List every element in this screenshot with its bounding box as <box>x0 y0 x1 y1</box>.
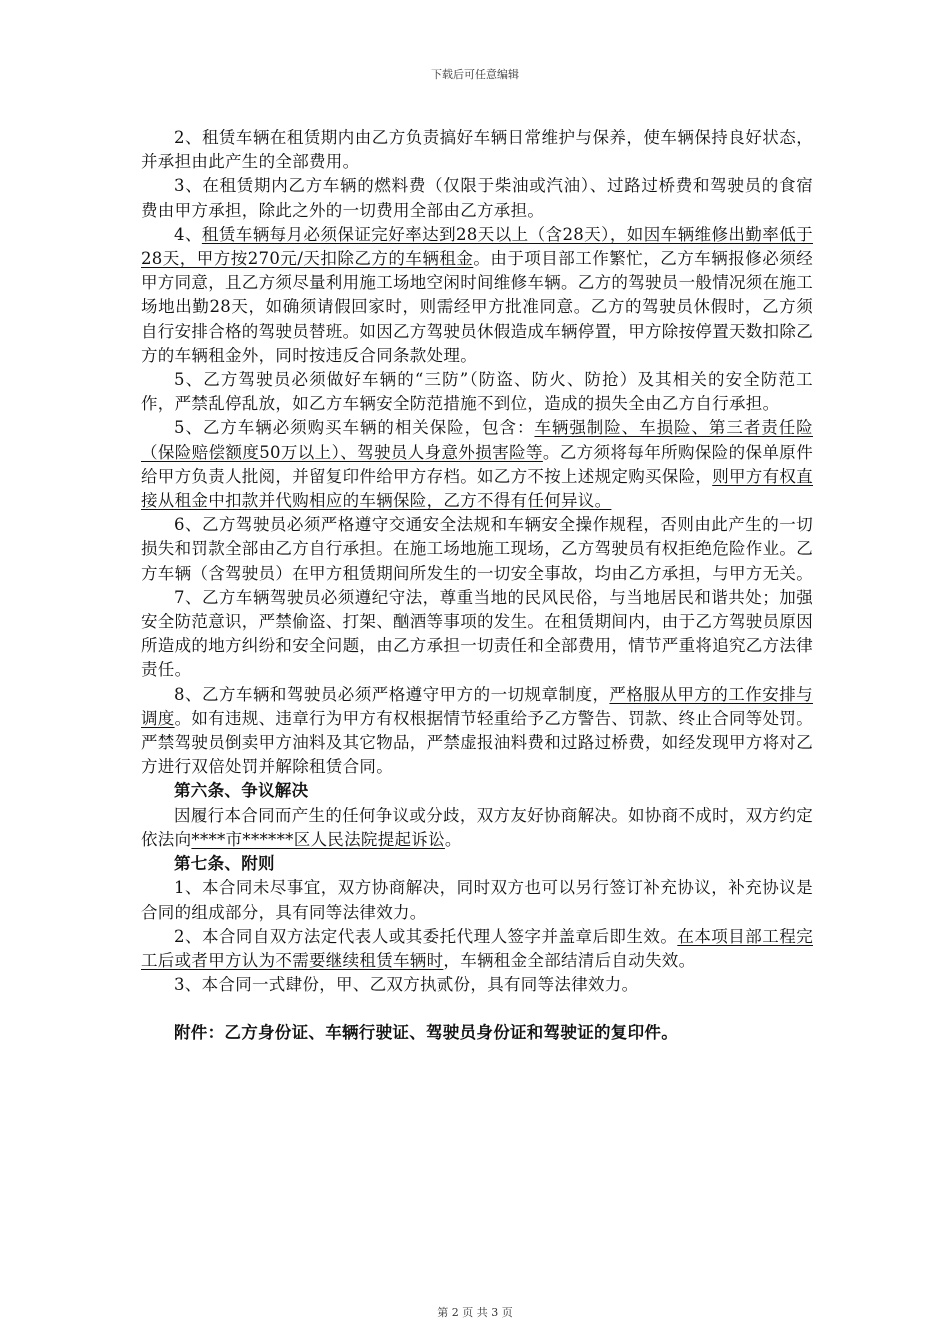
clause-5-insurance-underlined-1: 车辆强制险、车损险、第三者责任险（保险赔偿额度50万以上）、驾驶员人身意外损害险等 <box>141 418 813 462</box>
clause-4-lead: 4、 <box>174 224 202 244</box>
article-6-rest: 。 <box>444 829 462 849</box>
article-6-text <box>141 804 813 852</box>
article-7-item-2-lead: 2、本合同自双方法定代表人或其委托代理人签字并盖章后即生效。 <box>174 926 678 946</box>
article-6-heading: 第六条、争议解决 <box>174 781 309 801</box>
clause-8-lead: 8、乙方车辆和驾驶员必须严格遵守甲方的一切规章制度， <box>174 684 610 704</box>
article-7-heading: 第七条、附则 <box>174 854 275 874</box>
article-7-item-2-rest: ，车辆租金全部结清后自动失效。 <box>443 950 696 970</box>
clause-4-rest: 。由于项目部工作繁忙，乙方车辆报修必须经甲方同意，且乙方须尽量利用施工场地空闲时间维修车辆。乙方的驾驶员一般情况须在施工场地出勤28天，如确须请假回家时，则需经甲方批准同意。乙方的驾驶员休假时，乙方须自行安排合格的驾驶员替班。如因乙方驾驶员休假造成车辆停置，甲方除按停置天数扣除乙方的车辆租金外，同时按违反合同条款处理。 <box>141 249 813 365</box>
clause-5-insurance-underlined-2: 则甲方有权直接从租金中扣款并代购相应的车辆保险，乙方不得有任何异议。 <box>141 466 814 511</box>
clause-5-insurance-mid: 。乙方须将每年所购保险的保单原件给甲方负责人批阅，并留复印件给甲方存档。如乙方不按上述规定购买保险， <box>141 442 813 486</box>
clause-3: 3、在租赁期内乙方车辆的燃料费（仅限于柴油或汽油）、过路过桥费和驾驶员的食宿费由甲方承担，除此之外的一切费用全部由乙方承担。 <box>141 176 813 220</box>
clause-6: 6、乙方驾驶员必须严格遵守交通安全法规和车辆安全操作规程，否则由此产生的一切损失和罚款全部由乙方自行承担。在施工场地施工现场，乙方驾驶员有权拒绝危险作业。乙方车辆（含驾驶员）在甲方租赁期间所发生的一切安全事故，均由乙方承担，与甲方无关。 <box>141 515 813 583</box>
article-7-item-2-underlined: 在本项目部工程完工后或者甲方认为不需要继续租赁车辆时 <box>141 926 813 970</box>
article-6-underlined: ****市******区人民法院提起诉讼 <box>191 829 445 849</box>
clause-8-rest: 。如有违规、违章行为甲方有权根据情节轻重给予乙方警告、罚款、终止合同等处罚。严禁驾驶员倒卖甲方油料及其它物品，严禁虚报油料费和过路过桥费，如经发现甲方将对乙方进行双倍处罚并解除租赁合同。 <box>141 708 814 777</box>
clause-4-underlined: 租赁车辆每月必须保证完好率达到28天以上（含28天），如因车辆维修出勤率低于28天，甲方按270元/天扣除乙方的车辆租金 <box>141 224 813 269</box>
article-6-lead: 因履行本合同而产生的任何争议或分歧，双方友好协商解决。如协商不成时，双方约定依法向 <box>141 805 813 849</box>
clause-8 <box>141 683 813 780</box>
clause-4 <box>141 223 813 368</box>
clause-7: 7、乙方车辆驾驶员必须遵纪守法，尊重当地的民风民俗，与当地居民和谐共处；加强安全防范意识，严禁偷盗、打架、酗酒等事项的发生。在租赁期间内，由于乙方驾驶员原因所造成的地方纠纷和安全问题，由乙方承担一切责任和全部费用，情节严重将追究乙方法律责任。 <box>141 587 813 680</box>
clause-5-insurance <box>141 416 813 513</box>
page-footer: 第 2 页 共 3 页 <box>437 1306 513 1319</box>
page-header: 下载后可任意编辑 <box>431 68 519 81</box>
article-7-item-1: 1、本合同未尽事宜，双方协商解决，同时双方也可以另行签订补充协议，补充协议是合同的组成部分，具有同等法律效力。 <box>141 878 813 922</box>
article-7-item-3: 3、本合同一式肆份，甲、乙双方执贰份，具有同等法律效力。 <box>174 975 639 995</box>
clause-5-insurance-lead: 5、乙方车辆必须购买车辆的相关保险，包含： <box>174 418 535 438</box>
article-7-item-2 <box>141 925 813 973</box>
clause-5-security: 5、乙方驾驶员必须做好车辆的“三防”（防盗、防火、防抢）及其相关的安全防范工作，严禁乱停乱放，如乙方车辆安全防范措施不到位，造成的损失全由乙方自行承担。 <box>141 370 813 414</box>
document-body <box>141 126 813 1046</box>
clause-2: 2、租赁车辆在租赁期内由乙方负责搞好车辆日常维护与保养，使车辆保持良好状态，并承担由此产生的全部费用。 <box>141 128 813 172</box>
clause-8-underlined: 严格服从甲方的工作安排与调度 <box>141 684 813 728</box>
attachment-note: 附件：乙方身份证、车辆行驶证、驾驶员身份证和驾驶证的复印件。 <box>174 1023 678 1043</box>
